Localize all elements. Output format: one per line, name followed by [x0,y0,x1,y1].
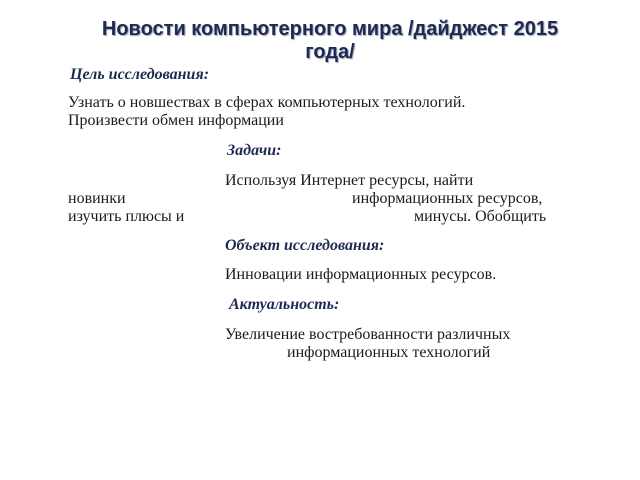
tasks-text-line-3-right: минусы. Обобщить [414,208,547,225]
relevance-text-line-2: информационных технологий [287,344,491,361]
tasks-text-line-2-right: информационных ресурсов, [352,190,543,207]
tasks-heading: Задачи: [227,142,282,159]
slide-title-line-1: Новости компьютерного мира /дайджест 2015 [101,18,559,40]
tasks-text-line-3-left: изучить плюсы и [68,208,185,225]
tasks-text-line-1: Используя Интернет ресурсы, найти [225,172,474,189]
slide-title [40,18,620,64]
object-heading: Объект исследования: [225,237,385,254]
tasks-text-line-2-left: новинки [68,190,126,207]
relevance-heading: Актуальность: [229,296,340,313]
goal-text-line-2: Произвести обмен информации [68,112,284,129]
goal-text-line-1: Узнать о новшествах в сферах компьютерных технологий. [68,94,466,111]
goal-heading: Цель исследования: [70,66,210,83]
object-text-line-1: Инновации информационных ресурсов. [225,266,497,283]
relevance-text-line-1: Увеличение востребованности различных [225,326,511,343]
slide-title-line-2: года/ [305,41,355,63]
